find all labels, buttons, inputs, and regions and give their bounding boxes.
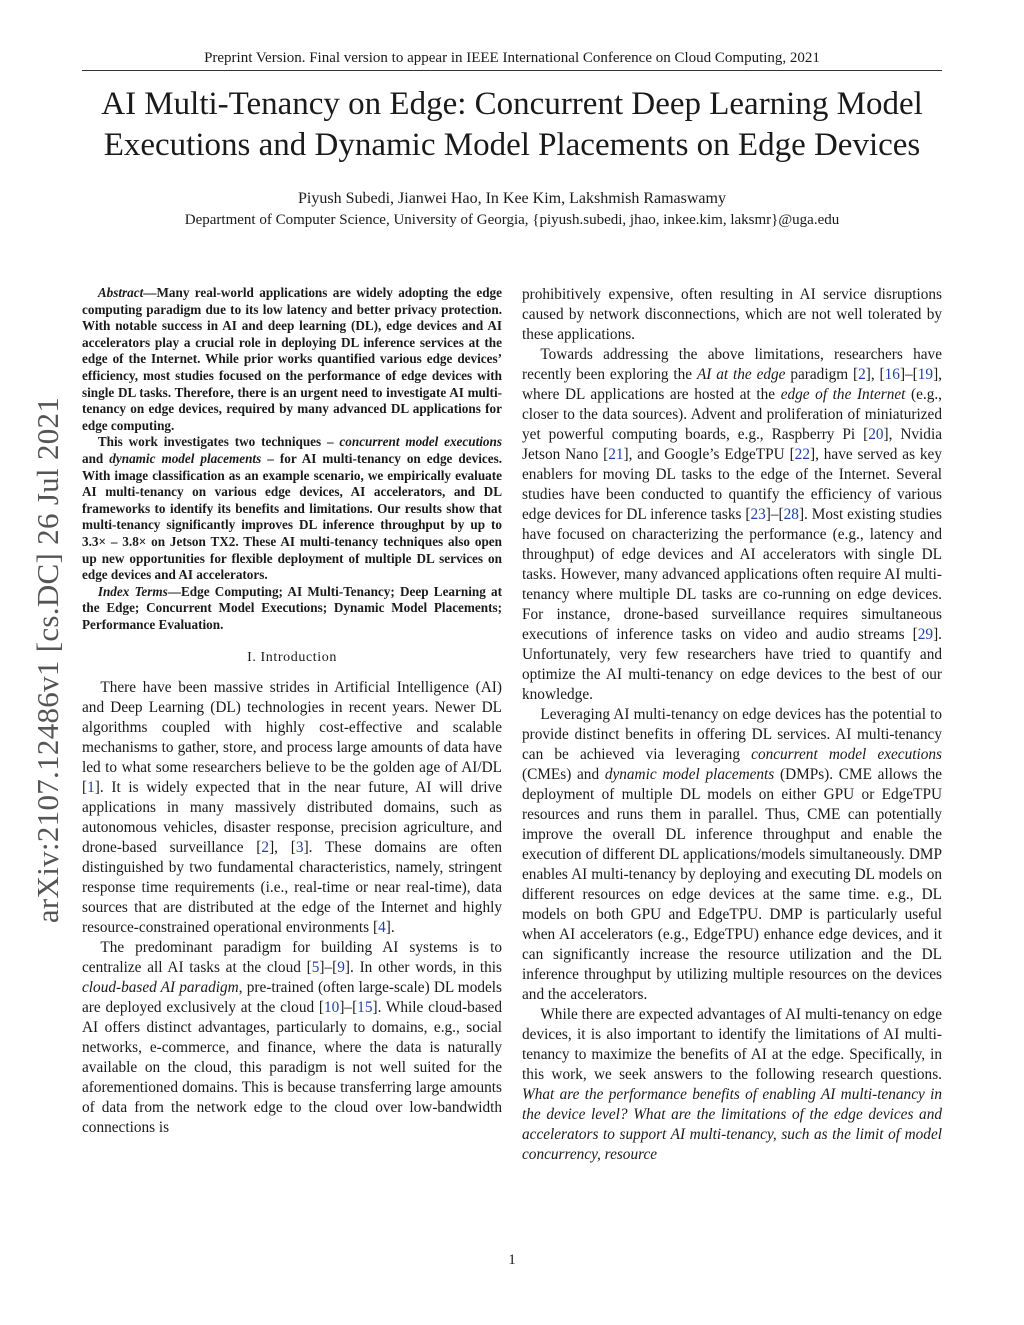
affiliation: Department of Computer Science, University of Georgia, {piyush.subedi, jhao, inkee.kim, laksmr}@uga.edu	[184, 212, 840, 228]
citation-link[interactable]: 29	[917, 626, 934, 643]
citation-link[interactable]: 2	[261, 839, 270, 857]
abstract-label: Abstract	[97, 285, 144, 300]
intro-paragraph-1: There have been massive strides in Artificial Intelligence (AI) and Deep Learning (DL) technologies in recent years. Newer DL algorithms coupled with highly cost-effective and scalable mechanisms to gather, store, and process large amounts of data have led to what some researchers believe to be the golden age of AI/DL [1]. It is widely expected that in the near future, AI will drive applications in many massively distributed domains, such as autonomous vehicles, disaster response, precision agriculture, and drone-based surveillance [2], [3]. These domains are often distinguished by two fundamental characteristics, namely, stringent response time requirements (i.e., real-time or near real-time), data sources that are distributed at the edge of the Internet and highly resource-constrained operational environments [4].	[82, 679, 502, 937]
citation-link[interactable]: 23	[750, 506, 766, 523]
running-header: Preprint Version. Final version to appear in IEEE International Conference on Cloud Computing, 2021	[82, 50, 942, 71]
page-number: 1	[508, 1252, 516, 1268]
citation-link[interactable]: 1	[87, 779, 95, 797]
abstract	[82, 285, 502, 633]
citation-link[interactable]: 20	[868, 426, 884, 443]
left-column	[82, 285, 502, 1138]
citation-link[interactable]: 15	[357, 999, 373, 1017]
citation-link[interactable]: 3	[295, 839, 304, 857]
citation-link[interactable]: 5	[311, 959, 320, 977]
intro-paragraph-2: The predominant paradigm for building AI systems is to centralize all AI tasks at the cloud [5]–[9]. In other words, in this cloud-based AI paradigm, pre-trained (often large-scale) DL models are deployed exclusively at the cloud [10]–[15]. While cloud-based AI offers distinct advantages, particularly to domains, e.g., social networks, e-commerce, and finance, where the data is naturally available on the cloud, this paradigm is not well suited for the aforementioned domains. This is because transferring large amounts of data from the network edge to the cloud over low-bandwidth connections is	[82, 939, 502, 1137]
right-column	[522, 285, 942, 1165]
citation-link[interactable]: 16	[884, 366, 900, 383]
abstract-paragraph-2: This work investigates two techniques – concurrent model executions and dynamic model placements – for AI multi-tenancy on edge devices. With image classification as an example scenario, we empirically evaluate AI multi-tenancy on various edge devices, AI accelerators, and DL frameworks to identify its benefits and limitations. Our results show that multi-tenancy significantly improves DL inference throughput by up to 3.3× – 3.8× on Jetson TX2. These AI multi-tenancy techniques also open up new opportunities for flexible deployment of multiple DL services on edge devices and AI accelerators.	[82, 434, 502, 583]
citation-link[interactable]: 4	[378, 919, 386, 937]
index-terms: Index Terms—Edge Computing; AI Multi-Tenancy; Deep Learning at the Edge; Concurrent Model Executions; Dynamic Model Placements; Performance Evaluation.	[82, 583, 503, 632]
index-terms-label: Index Terms	[97, 583, 168, 599]
citation-link[interactable]: 9	[337, 959, 345, 977]
citation-link[interactable]: 2	[858, 366, 866, 383]
citation-link[interactable]: 21	[608, 446, 624, 463]
intro-paragraph-3: Towards addressing the above limitations, researchers have recently been exploring the AI at the edge paradigm [2], [16]–[19], where DL applications are hosted at the edge of the Internet (e.g., closer to the data sources). Advent and proliferation of miniaturized yet powerful computing boards, e.g., Raspberry Pi [20], Nvidia Jetson Nano [21], and Google’s EdgeTPU [22], have served as key enablers for moving DL tasks to the edge of the Internet. Several studies have been conducted to quantify the efficiency of various edge devices for DL inference tasks [23]–[28]. Most existing studies have focused on characterizing the performance (e.g., latency and throughput) of edge devices and AI accelerators with single DL tasks. However, many advanced applications often require AI multi-tenancy where multiple DL tasks are co-running on edge devices. For instance, drone-based surveillance requires simultaneous executions of inference tasks on video and audio streams [29]. Unfortunately, very few researchers have tried to quantify and optimize the AI multi-tenancy on edge devices to the best of our knowledge.	[522, 346, 942, 703]
abstract-paragraph-1: Abstract—Many real-world applications are widely adopting the edge computing paradigm due to its low latency and better privacy protection. With notable success in AI and deep learning (DL), edge devices and AI accelerators play a crucial role in deploying DL inference services at the edge of the Internet. While prior works quantified various edge devices’ efficiency, most studies focused on the performance of edge devices with single DL tasks. Therefore, there is an urgent need to investigate AI multi-tenancy on edge devices, required by many advanced DL applications for edge computing.	[82, 285, 502, 433]
citation-link[interactable]: 10	[324, 999, 340, 1017]
citation-link[interactable]: 28	[783, 506, 799, 523]
author-list: Piyush Subedi, Jianwei Hao, In Kee Kim, Lakshmish Ramaswamy	[298, 190, 726, 207]
intro-paragraph-4: Leveraging AI multi-tenancy on edge devices has the potential to provide distinct benefits in offering DL services. AI multi-tenancy can be achieved via leveraging concurrent model executions (CMEs) and dynamic model placements (DMPs). CME allows the deployment of multiple DL models on either GPU or EdgeTPU resources and runs them in parallel. Thus, CME can potentially improve the overall DL inference throughput and enable the execution of different DL applications/models simultaneously. DMP enables AI multi-tenancy by deploying and executing DL models on different resources on edge devices at the same time. e.g., DL models on both GPU and EdgeTPU. DMP is particularly useful when AI accelerators (e.g., EdgeTPU) enhance edge devices, and it can significantly increase the resource utilization and the DL inference throughput by utilizing multiple resources on the devices and the accelerators.	[522, 706, 943, 1003]
intro-paragraph-5: While there are expected advantages of AI multi-tenancy on edge devices, it is also important to identify the limitations of AI multi-tenancy to maximize the benefits of AI at the edge. Specifically, in this work, we seek answers to the following research questions. What are the performance benefits of enabling AI multi-tenancy in the device level? What are the limitations of the edge devices and accelerators to support AI multi-tenancy, such as the limit of model concurrency, resource	[522, 1006, 942, 1163]
arxiv-identifier: arXiv:2107.12486v1 [cs.DC] 26 Jul 2021	[30, 396, 65, 924]
title-line-2: Executions and Dynamic Model Placements on Edge Devices	[103, 127, 921, 163]
paper-title	[60, 84, 964, 166]
title-line-1: AI Multi-Tenancy on Edge: Concurrent Deep Learning Model	[101, 86, 923, 122]
section-heading: I. Introduction	[247, 650, 337, 666]
intro-paragraph-2-continued: prohibitively expensive, often resulting in AI service disruptions caused by network disconnections, which are not well tolerated by these applications.	[522, 286, 942, 343]
citation-link[interactable]: 19	[917, 366, 934, 383]
citation-link[interactable]: 22	[794, 446, 810, 463]
